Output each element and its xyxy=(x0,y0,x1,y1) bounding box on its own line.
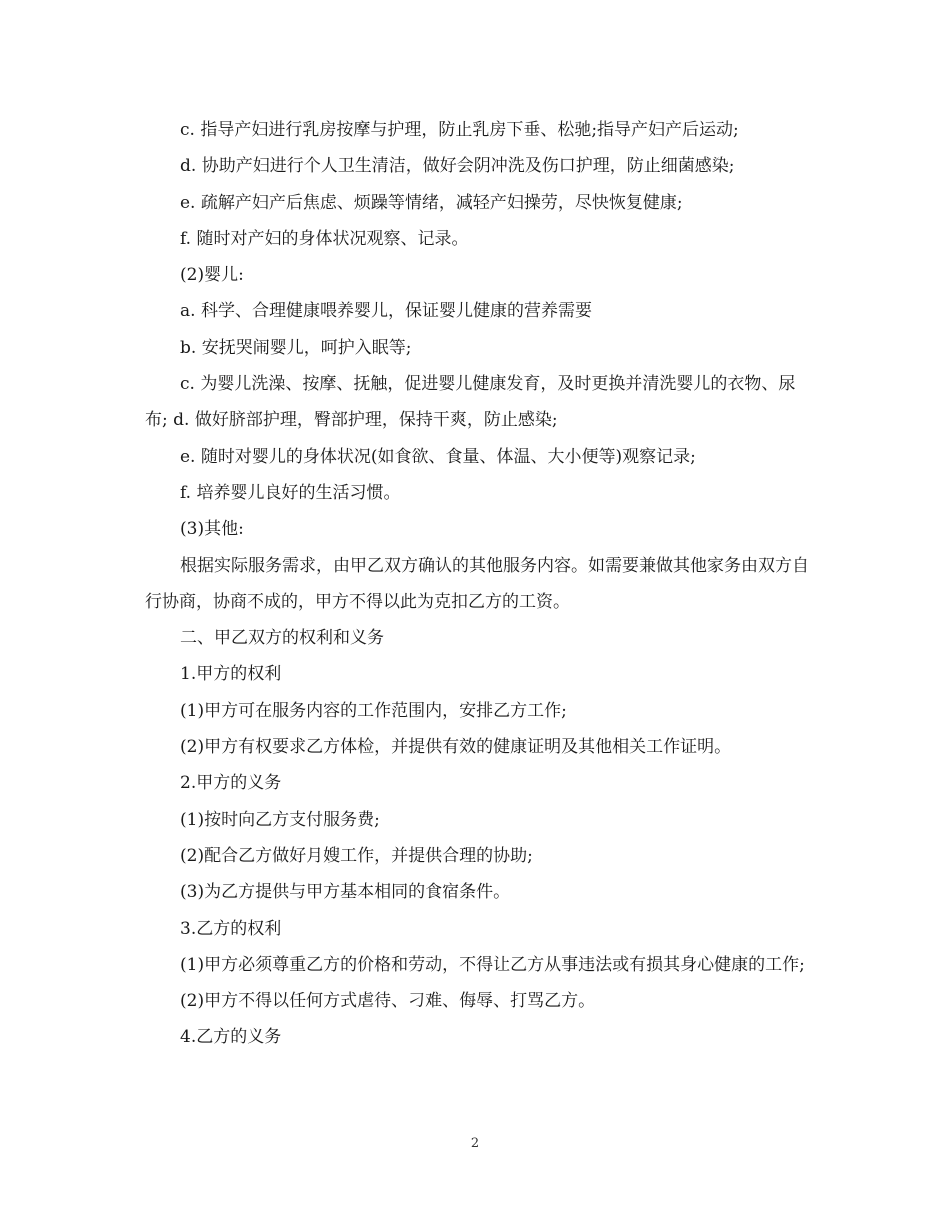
section-heading-other: (3)其他: xyxy=(180,519,244,540)
paragraph-baby-care-e: e. 随时对婴儿的身体状况(如食欲、食量、体温、大小便等)观察记录; xyxy=(180,446,696,467)
paragraph-mother-care-d: d. 协助产妇进行个人卫生清洁，做好会阴冲洗及伤口护理，防止细菌感染; xyxy=(180,156,735,177)
paragraph-mother-care-f: f. 随时对产妇的身体状况观察、记录。 xyxy=(180,228,469,249)
subheading-party-a-rights: 1.甲方的权利 xyxy=(180,664,282,685)
paragraph-party-a-obligations-3: (3)为乙方提供与甲方基本相同的食宿条件。 xyxy=(180,882,511,903)
section-heading-baby: (2)婴儿: xyxy=(180,265,244,286)
paragraph-party-a-obligations-2: (2)配合乙方做好月嫂工作，并提供合理的协助; xyxy=(180,845,533,866)
paragraph-baby-care-b: b. 安抚哭闹婴儿，呵护入眠等; xyxy=(180,337,412,358)
paragraph-baby-care-f: f. 培养婴儿良好的生活习惯。 xyxy=(180,482,401,503)
paragraph-baby-care-a: a. 科学、合理健康喂养婴儿，保证婴儿健康的营养需要 xyxy=(180,301,592,322)
paragraph-mother-care-e: e. 疏解产妇产后焦虑、烦躁等情绪，减轻产妇操劳，尽快恢复健康; xyxy=(180,192,683,213)
paragraph-party-b-rights-1: (1)甲方必须尊重乙方的价格和劳动，不得让乙方从事违法或有损其身心健康的工作; xyxy=(180,954,805,975)
paragraph-party-a-rights-2: (2)甲方有权要求乙方体检，并提供有效的健康证明及其他相关工作证明。 xyxy=(180,737,732,758)
paragraph-mother-care-c: c. 指导产妇进行乳房按摩与护理，防止乳房下垂、松驰;指导产妇产后运动; xyxy=(180,120,739,140)
paragraph-party-a-obligations-1: (1)按时向乙方支付服务费; xyxy=(180,809,380,830)
paragraph-other-services: 根据实际服务需求，由甲乙双方确认的其他服务内容。如需要兼做其他家务由双方自行协商，协商不成的，甲方不得以此为克扣乙方的工资。 xyxy=(145,555,809,612)
paragraph-party-b-rights-2: (2)甲方不得以任何方式虐待、刁难、侮辱、打骂乙方。 xyxy=(180,991,596,1012)
paragraph-baby-care-c-d: c. 为婴儿洗澡、按摩、抚触，促进婴儿健康发育，及时更换并清洗婴儿的衣物、尿布; d. 做好脐部护理，臀部护理，保持干爽，防止感染; xyxy=(145,374,796,431)
subheading-party-a-obligations: 2.甲方的义务 xyxy=(180,773,282,794)
paragraph-party-a-rights-1: (1)甲方可在服务内容的工作范围内，安排乙方工作; xyxy=(180,700,567,721)
subheading-party-b-obligations: 4.乙方的义务 xyxy=(180,1027,282,1048)
page-number: 2 xyxy=(470,1136,480,1151)
section-heading-rights-obligations: 二、甲乙双方的权利和义务 xyxy=(180,628,384,649)
document-body xyxy=(145,112,810,1056)
subheading-party-b-rights: 3.乙方的权利 xyxy=(180,918,282,939)
